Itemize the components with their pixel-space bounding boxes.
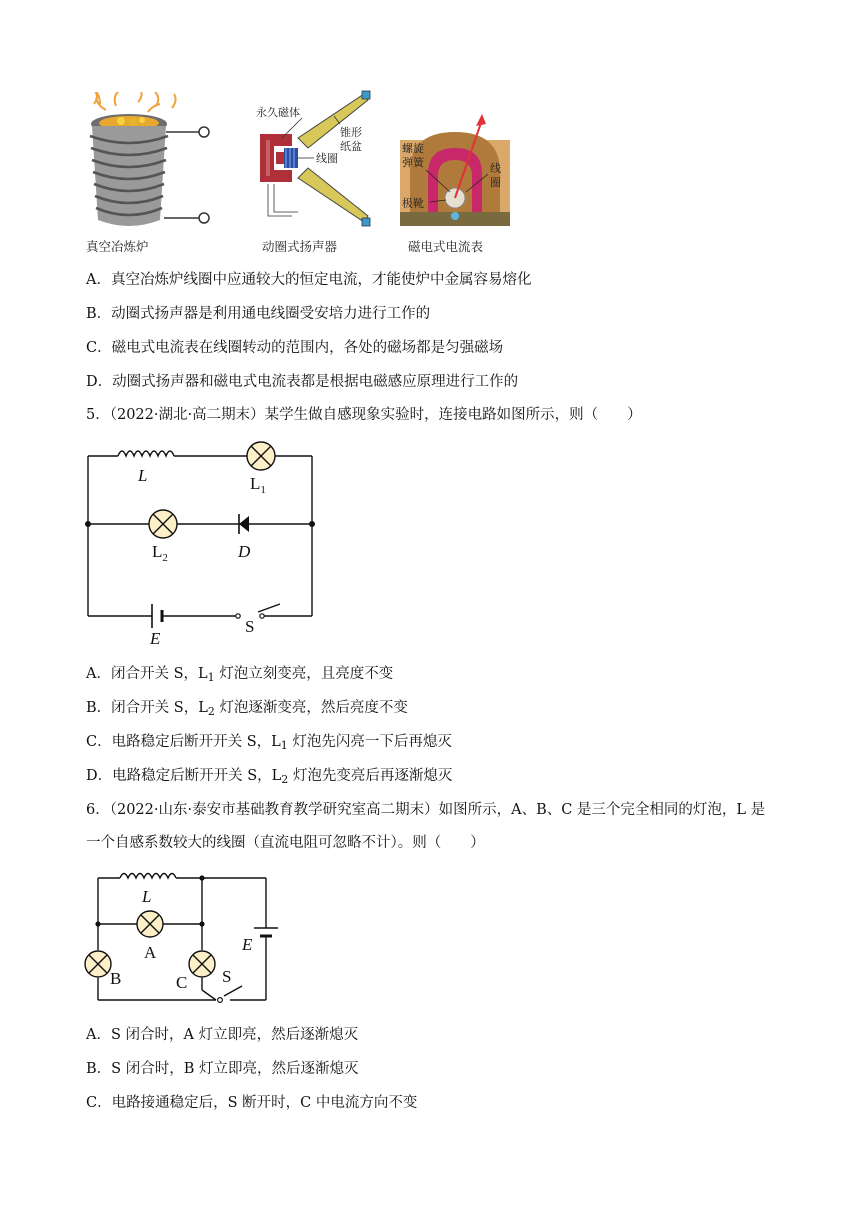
q5-option-a: A．闭合开关 S，$L_1$ 灯泡立刻变亮，且亮度不变 [86, 666, 394, 684]
meter-coil-label-1: 线 [490, 162, 501, 175]
figure-vacuum-furnace [76, 92, 236, 232]
furnace-caption: 真空冶炼炉 [86, 239, 149, 254]
q6-stem-line1: 6．（2022·山东·泰安市基础教育教学研究室高二期末）如图所示，A、B、C 是三个完全相同的灯泡，L 是 [86, 802, 766, 818]
q6-circuit-diagram [80, 866, 280, 1008]
q5-circuit-svg [82, 436, 322, 652]
speaker-cone-label-2: 纸盆 [340, 140, 362, 153]
q6-option-a: A．S 闭合时，A 灯立即亮，然后逐渐熄灭 [86, 1027, 359, 1043]
figure-ammeter [400, 112, 515, 232]
speaker-caption: 动圈式扬声器 [262, 239, 338, 254]
q4-option-b: B．动圈式扬声器是利用通电线圈受安培力进行工作的 [86, 306, 431, 322]
q4-option-d: D．动圈式扬声器和磁电式电流表都是根据电磁感应原理进行工作的 [86, 374, 519, 390]
q6-option-b: B．S 闭合时，B 灯立即亮，然后逐渐熄灭 [86, 1061, 359, 1077]
meter-shoe-label: 极靴 [402, 197, 424, 210]
q6-label-lamp-a: A [144, 943, 157, 962]
ammeter-illustration [400, 112, 515, 232]
q5-label-diode: D [238, 542, 251, 561]
meter-caption: 磁电式电流表 [408, 239, 484, 254]
q5-option-c: C．电路稳定后断开开关 S，$L_1$ 灯泡先闪亮一下后再熄灭 [86, 734, 452, 752]
q6-label-switch: S [222, 967, 232, 986]
q5-label-inductor: L [138, 466, 148, 485]
q6-circuit-svg [80, 866, 280, 1008]
speaker-cone-label-1: 锥形 [340, 126, 362, 139]
q5-option-b: B．闭合开关 S，$L_2$ 灯泡逐渐变亮，然后亮度不变 [86, 700, 408, 718]
vacuum-furnace-illustration [76, 92, 236, 232]
speaker-illustration [252, 88, 377, 233]
q5-stem: 5．（2022·湖北·高二期末）某学生做自感现象实验时，连接电路如图所示，则（ ） [86, 407, 642, 423]
meter-spring-label-2: 弹簧 [402, 156, 424, 169]
q6-label-inductor: L [142, 887, 152, 906]
speaker-coil-label: 线圈 [316, 152, 338, 165]
q5-label-switch: S [245, 617, 255, 636]
figure-speaker [252, 88, 377, 233]
q6-label-battery: E [242, 935, 253, 954]
q5-label-lamp-l1: $L_1$ [250, 474, 266, 496]
q6-stem-line2: 一个自感系数较大的线圈（直流电阻可忽略不计）。则（ ） [86, 835, 485, 851]
q6-label-lamp-b: B [110, 969, 122, 988]
q5-circuit-diagram [82, 436, 322, 652]
q5-label-battery: E [150, 629, 161, 648]
meter-spring-label-1: 螺旋 [402, 142, 424, 155]
q4-option-c: C．磁电式电流表在线圈转动的范围内，各处的磁场都是匀强磁场 [86, 340, 504, 356]
speaker-magnet-label: 永久磁体 [256, 106, 300, 119]
q5-option-d: D．电路稳定后断开开关 S，$L_2$ 灯泡先变亮后再逐渐熄灭 [86, 768, 453, 786]
q6-label-lamp-c: C [176, 973, 188, 992]
meter-coil-label-2: 圈 [490, 176, 501, 189]
q4-option-a: A．真空冶炼炉线圈中应通较大的恒定电流，才能使炉中金属容易熔化 [86, 272, 532, 288]
q6-option-c: C．电路接通稳定后，S 断开时，C 中电流方向不变 [86, 1095, 418, 1111]
q5-label-lamp-l2: $L_2$ [152, 542, 168, 564]
